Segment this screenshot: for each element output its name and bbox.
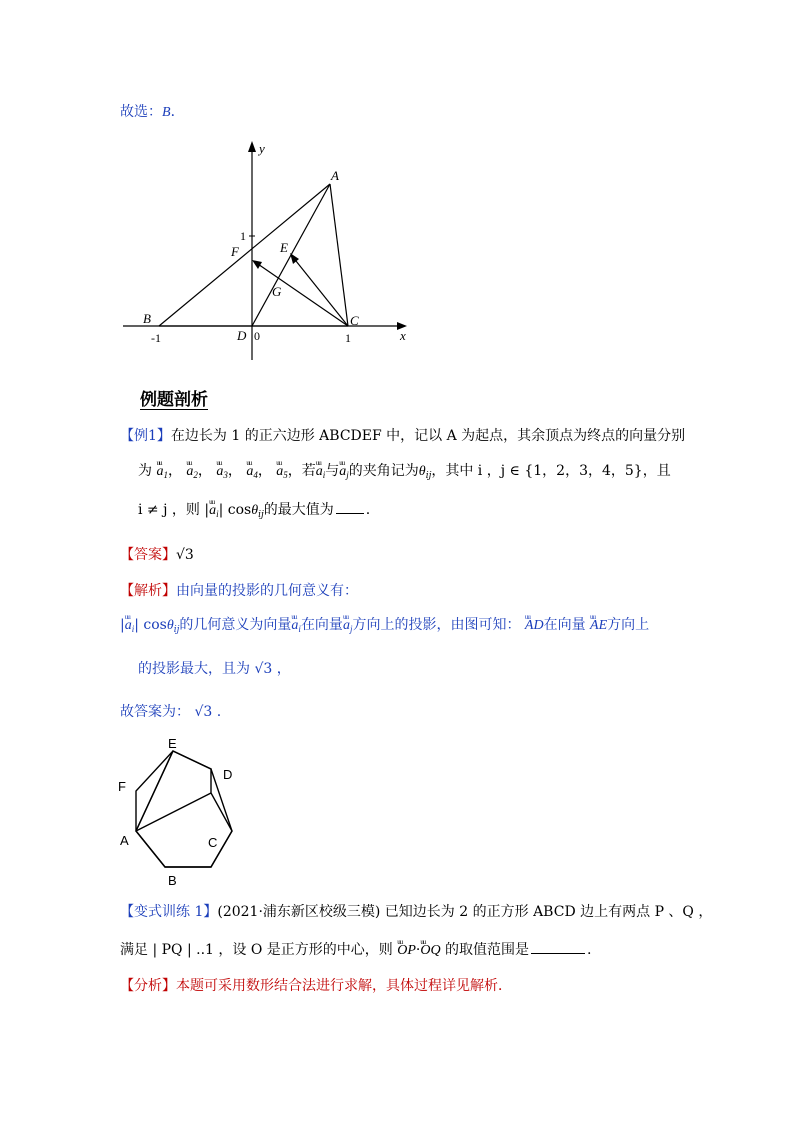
segment-BA [159, 184, 330, 326]
fenxi-tag: 【分析】 [120, 978, 176, 994]
point-D-label: D [237, 328, 247, 343]
point-C-label: C [350, 313, 359, 328]
answer-tag: 【答案】 [120, 547, 176, 563]
theta-subscript: ij [425, 471, 432, 481]
analysis-line1 [120, 581, 358, 601]
vector-a2: uu $a_2$ [186, 462, 198, 485]
variant-end: . [587, 942, 592, 958]
diagonal-AE [136, 751, 173, 831]
y-axis-label: y [259, 141, 265, 156]
vector-CE [292, 256, 348, 326]
analysis-line2-b: 在向量 [300, 617, 343, 633]
analysis-line2-c: 方向上的投影，由图可知： [352, 617, 521, 633]
point-B-label: B [143, 311, 151, 326]
example1-line2-angle: 的夹角记为 [348, 463, 419, 479]
coordinate-figure [115, 138, 415, 368]
variant-text-2b: 的取值范围是 [445, 942, 530, 958]
x-axis-label: x [400, 328, 406, 343]
vector-OQ: uu OQ [420, 941, 440, 961]
theta-symbol: θ [418, 464, 426, 479]
vector-ai: uu $a_i$ [316, 462, 326, 485]
vector-a5: uu $a_5$ [276, 462, 288, 485]
analysis-line2-a: 的几何意义为向量 [179, 617, 292, 633]
vector-AE: uu AE [590, 616, 607, 636]
variant-answer-blank [531, 941, 585, 954]
example1-line3-tail: 的最大值为 [263, 502, 334, 518]
variant-line2 [120, 940, 592, 961]
hex-label-F: F [118, 779, 126, 794]
vector-CF-arrowhead-icon [252, 260, 262, 269]
analysis-line2: |uu $a_i|$ cosθ$_{ij}$的几何意义为向量uu $a_i$在向量uu $a_j$方向上的投影，由图可知： uu AD在向量 uu AE方向上 [120, 615, 649, 640]
analysis-tag: 【解析】 [120, 583, 176, 599]
example1-line3-mid: | cos [218, 502, 252, 518]
y-axis-arrow-icon [248, 141, 256, 152]
answer-choice-letter: B [162, 105, 171, 120]
segment-AC [330, 184, 348, 326]
vector-a4: uu $a_4$ [246, 462, 258, 485]
answer-blank [336, 501, 364, 514]
example1-line2-with: 与 [325, 463, 340, 479]
point-A-label: A [331, 168, 339, 183]
tick-label-neg1: -1 [151, 331, 161, 345]
example1-line2-prefix: 为 [138, 463, 152, 479]
example1-line3: i ≠ j ，则 |uu $a_i|$ cosθ$_{ij}$的最大值为 . [138, 500, 370, 525]
vector-OP: uu OP [397, 941, 416, 961]
variant-line1 [120, 902, 712, 922]
example1-text-1: 在边长为 1 的正六边形 ABCDEF 中，记以 A 为起点，其余顶点为终点的向量分别 [170, 428, 686, 444]
tick-label-x1: 1 [345, 331, 351, 345]
answer-choice-line [120, 102, 185, 123]
answer-choice-end: ． [170, 104, 185, 120]
variant-text-2a: 满足 | PQ | ..1 ，设 O 是正方形的中心，则 [120, 942, 393, 958]
example1-line2: 为 uu $a_1$， uu $a_2$， uu $a_3$， uu $a_4$， uu $a_5$，若uu $a_i$与uu $a_j$的夹角记为$\theta_{ij}$，其中 i ，j ∈ {1，2，3，4，5}，且 [138, 461, 671, 486]
hex-label-E: E [168, 736, 177, 751]
variant-tag: 【变式训练 1】 [120, 904, 218, 920]
answer-line [120, 545, 194, 565]
example1-line1 [120, 426, 685, 446]
analysis-line3: 的投影最大，且为 √3 ， [138, 661, 291, 677]
point-F-label: F [231, 244, 239, 259]
hexagon-figure [110, 735, 260, 895]
fenxi-line [120, 976, 512, 996]
hex-label-C: C [208, 835, 218, 850]
tick-label-y1: 1 [240, 229, 246, 243]
fenxi-text: 本题可采用数形结合法进行求解，具体过程详见解析． [176, 978, 512, 994]
example1-tag: 【例1】 [120, 428, 171, 444]
hex-label-D: D [223, 767, 233, 782]
example1-line2-mid: ，若 [287, 463, 316, 479]
vector-ai-2: uu $a_i$ [209, 501, 219, 524]
variant-text-1: (2021·浦东新区校级三模) 已知边长为 2 的正方形 ABCD 边上有两点 P 、Q ， [217, 904, 713, 920]
hex-label-A: A [120, 833, 129, 848]
example1-line2-tail: ，其中 i ，j ∈ {1，2，3，4，5}，且 [431, 463, 671, 479]
point-G-label: G [272, 284, 282, 299]
tick-label-zero: 0 [254, 329, 260, 343]
vector-aj: uu $a_j$ [339, 462, 349, 485]
diagonal-AD [136, 793, 211, 831]
hexagon-shape [136, 751, 232, 867]
dot-operator: · [415, 942, 421, 958]
example1-line3-prefix: i ≠ j ，则 | [138, 502, 210, 518]
conclusion-line: 故答案为： √3 . [120, 704, 222, 720]
vector-a1: uu $a_1$ [156, 462, 168, 485]
analysis-text-1: 由向量的投影的几何意义有： [176, 583, 358, 599]
section-heading: 例题剖析 [140, 390, 208, 410]
vector-ai-3: uu $a_i$ [125, 616, 135, 639]
answer-value: √3 [176, 547, 194, 563]
answer-choice-prefix: 故选： [120, 104, 162, 120]
analysis-line2-d: 在向量 [543, 617, 586, 633]
vector-a3: uu $a_3$ [216, 462, 228, 485]
vector-AD: uu AD [525, 616, 544, 636]
hex-label-B: B [168, 873, 177, 888]
analysis-line2-e: 方向上 [607, 617, 650, 633]
point-E-label: E [280, 240, 288, 255]
example1-line3-end: . [365, 502, 371, 518]
